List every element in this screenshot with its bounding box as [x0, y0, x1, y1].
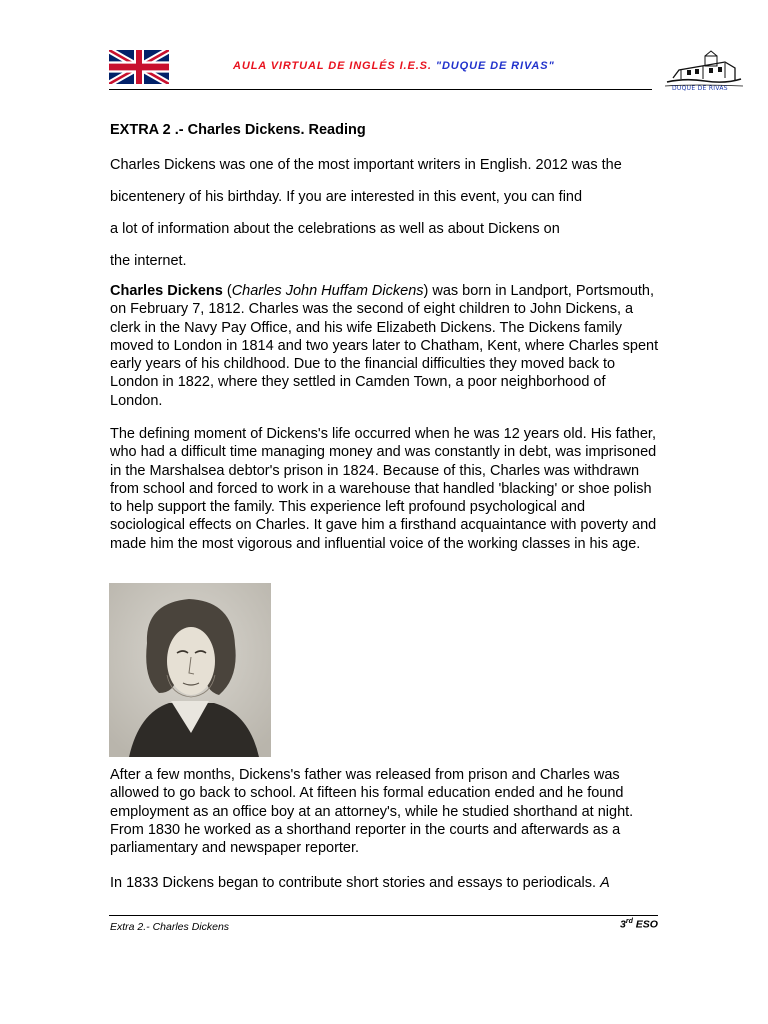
header-title-school: "DUQUE DE RIVAS"	[435, 60, 555, 72]
intro-line: the internet.	[110, 253, 187, 269]
charles-dickens-portrait	[109, 583, 271, 757]
footer-title: Extra 2.- Charles Dickens	[110, 921, 230, 933]
paragraph-text: ) was born in Landport, Portsmouth, on February 7, 1812. Charles was the second of eight children to John Dickens, a clerk in the Navy Pay Office, and his wife Elizabeth Dickens. The Dickens family moved to London in 1814 and two years later to Chatham, Kent, where Charles spent early years of his childhood. Due to the financial difficulties they moved back to London in 1822, where they settled in Camden Town, a poor neighborhood of London.	[110, 283, 659, 409]
paragraph-text-italic: A	[600, 875, 610, 891]
intro-paragraph	[110, 149, 670, 277]
footer-course-level	[620, 918, 658, 931]
intro-line: bicentenery of his birthday. If you are interested in this event, you can find	[110, 189, 583, 205]
footer-divider	[109, 915, 658, 916]
intro-line: Charles Dickens was one of the most important writers in English. 2012 was the	[110, 157, 622, 173]
header-title-course: AULA VIRTUAL DE INGLÉS I.E.S.	[233, 60, 432, 72]
biography-paragraph-childhood: The defining moment of Dickens's life occurred when he was 12 years old. His father, who had a difficult time managing money and was constantly in debt, was imprisoned in the Marshalsea debtor's prison in 1824. Because of this, Charles was withdrawn from school and forced to work in a warehouse that handled 'blacking' or shoe polish to help support the family. This experience left profound psychological and sociological effects on Charles. It gave him a firsthand acquaintance with poverty and made him the most vigorous and influential voice of the working classes in his age.	[110, 426, 657, 552]
footer-level-number: 3	[620, 918, 626, 931]
intro-line: a lot of information about the celebrations as well as about Dickens on	[110, 221, 560, 237]
biography-paragraph-birth	[110, 282, 660, 410]
logo-caption: DUQUE DE RIVAS	[672, 85, 728, 92]
full-name-italic: Charles John Huffam Dickens	[231, 283, 424, 299]
document-title: EXTRA 2 .- Charles Dickens. Reading	[110, 122, 366, 138]
paragraph-text: In 1833 Dickens began to contribute short stories and essays to periodicals.	[110, 875, 601, 891]
union-jack-flag-icon	[109, 50, 169, 84]
paren-open: (	[222, 283, 232, 299]
header-title	[233, 60, 555, 72]
name-bold: Charles Dickens	[110, 283, 223, 299]
header-divider	[109, 89, 652, 90]
footer-level-suffix: rd	[625, 918, 633, 925]
biography-paragraph-education: After a few months, Dickens's father was released from prison and Charles was allowed to go back to school. At fifteen his formal education ended and he found employment as an office boy at an attorney's, while he studied shorthand at night. From 1830 he worked as a shorthand reporter in the courts and afterwards as a parliamentary and newspaper reporter.	[110, 767, 634, 857]
footer-level-text: ESO	[632, 918, 658, 931]
biography-paragraph-career	[110, 874, 660, 892]
